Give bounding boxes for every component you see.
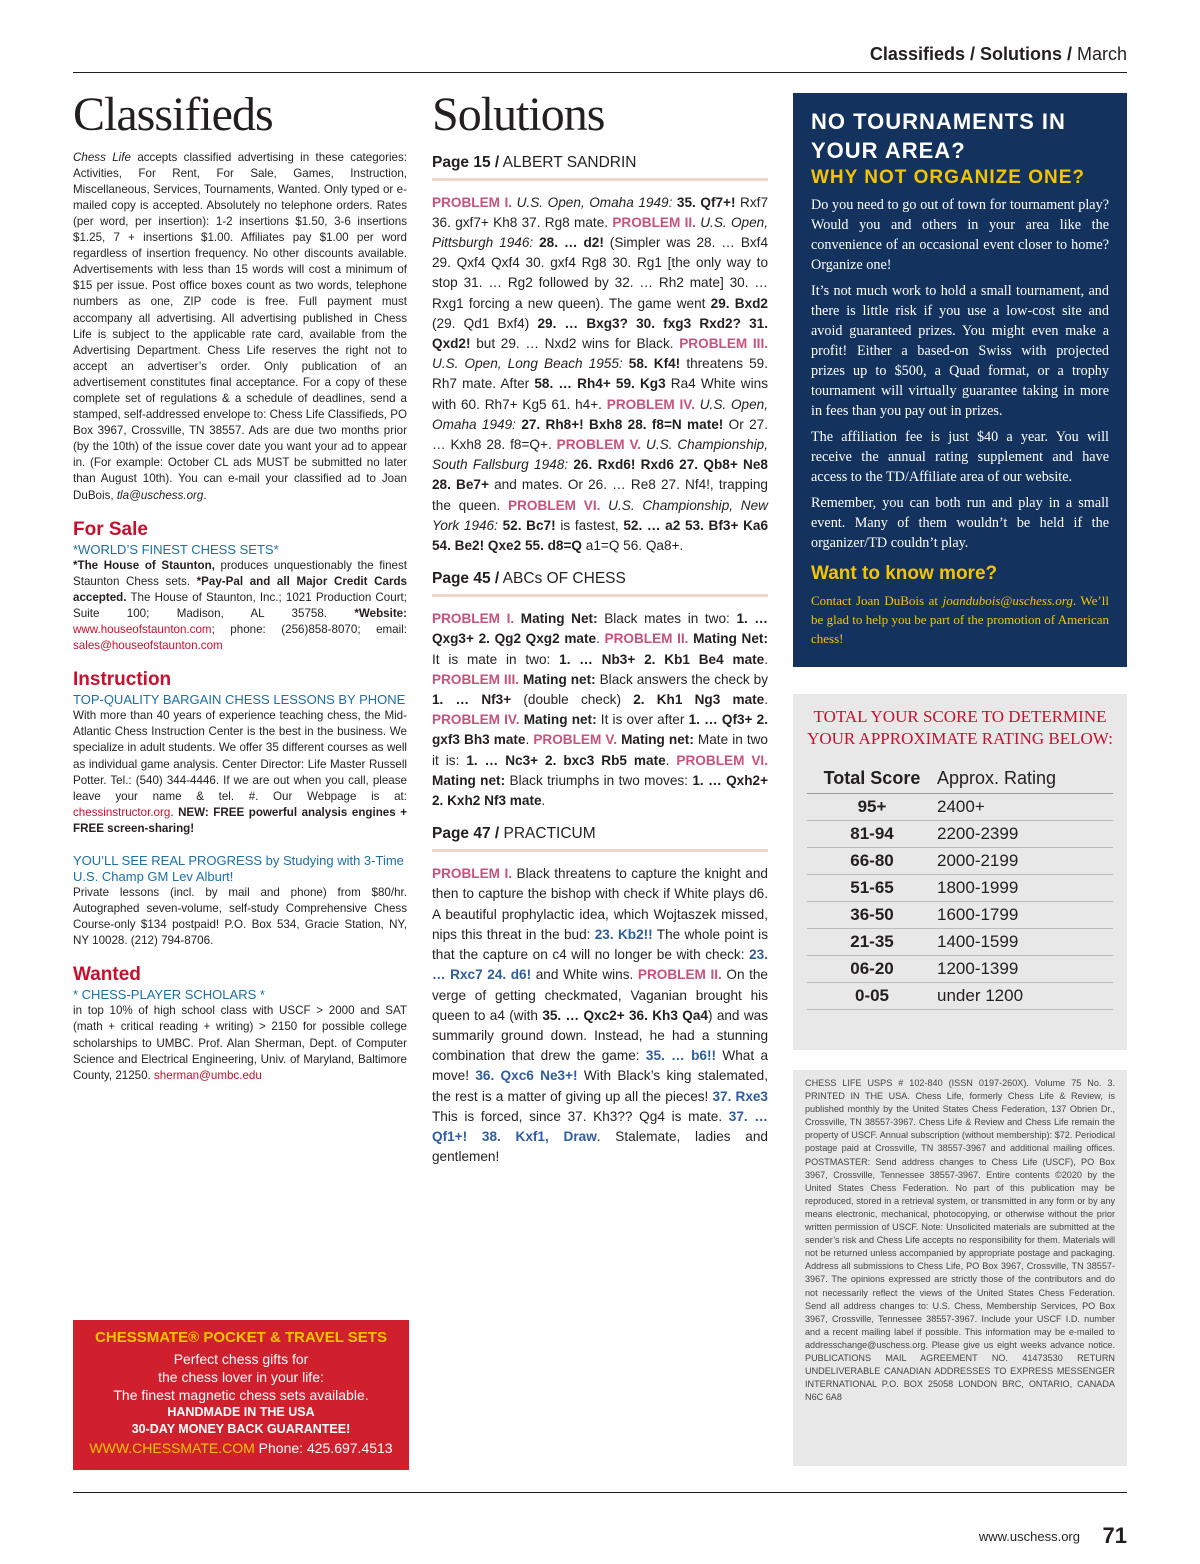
wanted-heading: Wanted	[73, 964, 141, 986]
promo-title: NO TOURNAMENTS IN YOUR AREA?	[811, 109, 1066, 163]
classifieds-title: Classifieds	[73, 88, 273, 141]
header-month: March	[1076, 44, 1127, 64]
fs-b3: *Website:	[354, 606, 407, 620]
promo-subtitle: WHY NOT ORGANIZE ONE?	[811, 167, 1085, 188]
chessmate-line3: The finest magnetic chess sets available.	[113, 1387, 369, 1403]
rating-range: 1200-1399	[937, 956, 1113, 983]
instruction-sub: TOP-QUALITY BARGAIN CHESS LESSONS BY PHONE	[73, 692, 406, 708]
promo-more: Want to know more?	[811, 563, 998, 584]
rating-range: under 1200	[937, 983, 1113, 1010]
page47-heading	[432, 825, 768, 852]
p15-page: Page 15 /	[432, 153, 500, 171]
chessmate-link[interactable]: WWW.CHESSMATE.COM	[89, 1440, 255, 1456]
footer-url[interactable]: www.uschess.org	[978, 1529, 1080, 1544]
p47-page: Page 47 /	[432, 825, 500, 843]
staunton-email[interactable]: sales@houseofstaunton.com	[73, 639, 223, 653]
rating-range: 2200-2399	[937, 821, 1113, 848]
solutions-title: Solutions	[432, 88, 605, 141]
chessmate-line2: the chess lover in your life:	[158, 1369, 324, 1385]
fs-t2: The House of Staunton, Inc.; 1021 Production Court; Suite 100; Madison, AL 35758.	[73, 590, 407, 620]
promo-p3: The affiliation fee is just $40 a year. You will receive the annual rating supplement and have access to the TD/Affiliate area of our website.	[811, 429, 1109, 485]
score-range: 51-65	[807, 875, 937, 902]
p15-name: ALBERT SANDRIN	[499, 153, 637, 171]
score-range: 95+	[807, 794, 937, 821]
contact-email[interactable]: joandubois@uschess.org	[942, 593, 1073, 608]
fs-b2: *Pay-Pal and all Major Credit Cards accepted.	[73, 574, 407, 604]
fs-b1: *The House of Staunton,	[73, 558, 215, 572]
header-section: Classifieds / Solutions /	[869, 44, 1072, 64]
score-range: 06-20	[807, 956, 937, 983]
rating-range: 2000-2199	[937, 848, 1113, 875]
instruction-heading: Instruction	[73, 669, 172, 691]
chessmate-phone: Phone: 425.697.4513	[254, 1440, 393, 1456]
score-col1: Total Score	[807, 764, 937, 794]
wanted-text	[73, 1003, 407, 1083]
page-header	[73, 44, 1127, 73]
instruction-sub2: YOU’LL SEE REAL PROGRESS by Studying with 3-Time U.S. Champ GM Lev Alburt!	[73, 852, 404, 884]
page47-solutions: PROBLEM I. Black threatens to capture the knight and then to capture the bishop with check if White plays d6. A beautiful prophylactic idea, which Wojtaszek missed, nips this threat in the bud: 23. Kb2!! The whole point is that the capture on c4 will no longer be with check: 23. … Rxc7 24. d6! and White wins. PROBLEM II. On the verge of getting checkmated, Vaganian brought his queen to a4 (with 35. … Qxc2+ 36. Kh3 Qa4) and was summarily ground down. Instead, he had a stunning combination that drew the game: 35. … b6!! What a move! 36. Qxc6 Ne3+! With Black’s king stalemated, the rest is a matter of giving up all the pieces! 37. Rxe3 This is forced, since 37. Kh3?? Qg4 is mate. 37. … Qf1+! 38. Kxf1, Draw. Stalemate, ladies and gentlemen!	[432, 866, 769, 1165]
p47-name: PRACTICUM	[499, 825, 596, 843]
score-range: 36-50	[807, 902, 937, 929]
contact-text2: . We’ll be glad to help you be part of the promotion of American chess!	[811, 593, 1109, 646]
chessmate-ad	[73, 1320, 409, 1470]
p45-page: Page 45 /	[432, 570, 500, 588]
in-t2: .	[170, 805, 179, 819]
chessmate-line1: Perfect chess gifts for	[173, 1351, 309, 1367]
page15-heading	[432, 154, 768, 181]
fs-t1: produces unquestionably the finest Staunton Chess sets.	[73, 558, 407, 588]
chessinstructor-link[interactable]: chessinstructor.org	[73, 805, 171, 819]
forsale-sub: *WORLD’S FINEST CHESS SETS*	[73, 541, 279, 557]
organize-promo	[793, 93, 1127, 667]
score-row	[807, 983, 1113, 1010]
chessmate-bold1: HANDMADE IN THE USA	[167, 1405, 315, 1419]
forsale-text	[73, 558, 407, 655]
score-row	[807, 956, 1113, 983]
intro-italic: Chess Life	[73, 150, 131, 164]
score-table-box	[793, 694, 1127, 1050]
rating-range: 1800-1999	[937, 875, 1113, 902]
rating-range: 1600-1799	[937, 902, 1113, 929]
fineprint-box	[793, 1070, 1127, 1466]
in-bold: NEW: FREE powerful analysis engines + FREE screen-sharing!	[73, 805, 407, 835]
intro-text: accepts classified advertising in these categories: Activities, For Rent, For Sale, Games, Instruction, Miscellaneous, Services, Tournaments, Wanted. Only typed or e-mailed copy is accepted. Absolutely no telephone orders. Rates (per word, per insertion): 1-2 insertions $1.50, 3-6 insertions $1.25, 7 + insertions $1.00. Affiliates pay $1.00 per word regardless of insertion frequency. No other discounts available. Advertisements with less than 15 words will cost a minimum of $15 per issue. Post office boxes count as two words, telephone numbers as one, ZIP code is free. Full payment must accompany all advertising. All advertising published in Chess Life is subject to the applicable rate card, available from the Advertising Department. Chess Life reserves the right not to accept an advertiser’s order. Only publication of an advertisement constitutes final acceptance. For a copy of these complete set of regulations & a schedule of deadlines, send a stamped, self-addressed envelope to: Chess Life Classifieds, PO Box 3967, Crossville, TN 38557. Ads are due two months prior (by the 10th) of the issue cover date you want your ad to appear in. (For example: October CL ads MUST be submitted no later than August 10th). You can e-mail your classified ad to Joan DuBois,	[73, 150, 407, 502]
score-title: TOTAL YOUR SCORE TO DETERMINE YOUR APPROXIMATE RATING BELOW:	[807, 707, 1113, 748]
classifieds-intro	[73, 150, 407, 504]
contact-text1: Contact Joan DuBois at	[811, 593, 943, 608]
chessmate-title: CHESSMATE® POCKET & TRAVEL SETS	[95, 1329, 387, 1346]
score-row	[807, 821, 1113, 848]
promo-p2: It’s not much work to hold a small tournament, and there is little risk if you use a low-cost site and avoid guaranteed prizes. You might even make a profit! Either a based-on Swiss with projected prizes up to $500, a Quad format, or a trophy tournament will virtually guarantee taking in more in fees than you pay out in prizes.	[811, 283, 1109, 419]
score-row	[807, 902, 1113, 929]
intro-email[interactable]: tla@uschess.org	[116, 488, 204, 502]
classifieds-column	[73, 86, 407, 1084]
page45-heading	[432, 570, 768, 597]
page15-solutions: PROBLEM I. U.S. Open, Omaha 1949: 35. Qf7+! Rxf7 36. gxf7+ Kh8 37. Rg8 mate. PROBLEM II. U.S. Open, Pittsburgh 1946: 28. … d2! (Simpler was 28. … Bxf4 29. Qxf4 Qxf4 30. gxf4 Rg8 30. Rg1 [the only way to stop 31. … Rg2 followed by 32. … Rh2 mate] 30. … Rxg1 forcing a new queen). The game went 29. Bxd2 (29. Qd1 Bxf4) 29. … Bxg3? 30. fxg3 Rxd2? 31. Qxd2! but 29. … Nxd2 wins for Black. PROBLEM III. U.S. Open, Long Beach 1955: 58. Kf4! threatens 59. Rh7 mate. After 58. … Rh4+ 59. Kg3 Ra4 White wins with 60. Rh7+ Kg5 61. h4+. PROBLEM IV. U.S. Open, Omaha 1949: 27. Rh8+! Bxh8 28. f8=N mate! Or 27. … Kxh8 28. f8=Q+. PROBLEM V. U.S. Championship, South Fallsburg 1948: 26. Rxd6! Rxd6 27. Qb8+ Ne8 28. Be7+ and mates. Or 26. … Re8 27. Nf4!, trapping the queen. PROBLEM VI. U.S. Championship, New York 1946: 52. Bc7! is fastest, 52. … a2 53. Bf3+ Ka6 54. Be2! Qxe2 55. d8=Q a1=Q 56. Qa8+.	[432, 194, 769, 554]
score-range: 21-35	[807, 929, 937, 956]
score-range: 0-05	[807, 983, 937, 1010]
chessmate-contact	[73, 1440, 409, 1456]
promo-contact	[811, 591, 1109, 648]
score-range: 66-80	[807, 848, 937, 875]
wa-t1: in top 10% of high school class with USCF > 2000 and SAT (math + critical reading + writing) > 2150 for possible college scholarships to UMBC. Prof. Alan Sherman, Dept. of Computer Science and Electrical Engineering, Univ. of Maryland, Baltimore County, 21250.	[73, 1004, 407, 1082]
promo-p1: Do you need to go out of town for tournament play? Would you and others in your area like the convenience of an occasional event closer to home? Organize one!	[811, 197, 1109, 273]
score-row	[807, 875, 1113, 902]
score-range: 81-94	[807, 821, 937, 848]
forsale-heading: For Sale	[73, 518, 148, 540]
solutions-column	[432, 86, 768, 1181]
staunton-link[interactable]: www.houseofstaunton.com	[73, 623, 212, 637]
chessmate-bold2: 30-DAY MONEY BACK GUARANTEE!	[131, 1422, 351, 1436]
fineprint-text: CHESS LIFE USPS # 102-840 (ISSN 0197-260X). Volume 75 No. 3. PRINTED IN THE USA. Chess Life, formerly Chess Life & Review, is published monthly by the United States Chess Federation, 137 Obrien Dr., Crossville, TN 38557-3967. Chess Life & Review and Chess Life remain the property of USCF. Annual subscription (without membership): $72. Periodical postage paid at Crossville, TN 38557-3967 and additional mailing offices. POSTMASTER: Send address changes to Chess Life (USCF), PO Box 3967, Crossville, Tennessee 38557-3967. Entire contents ©2020 by the United States Chess Federation. No part of this publication may be reproduced, stored in a retrieval system, or transmitted in any form or by any means electronic, mechanical, photocopying, or otherwise without the prior written permission of USCF. Note: Unsolicited materials are submitted at the sender’s risk and Chess Life accepts no responsibility for them. Materials will not be returned unless accompanied by appropriate postage and packaging. Address all submissions to Chess Life, PO Box 3967, Crossville, TN 38557-3967. The opinions expressed are strictly those of the contributors and do not necessarily reflect the views of the United States Chess Federation. Send all address changes to: U.S. Chess, Membership Services, PO Box 3967, Crossville, Tennessee 38557-3967. Include your USCF I.D. number and a recent mailing label if possible. This information may be e-mailed to addresschange@uschess.org. Please give us eight weeks advance notice. PUBLICATIONS MAIL AGREEMENT NO. 41473530 RETURN UNDELIVERABLE CANADIAN ADDRESSES TO EXPRESS MESSENGER INTERNATIONAL P.O. BOX 25058 LONDON BRC, ONTARIO, CANADA N6C 6A8	[805, 1078, 1115, 1403]
score-row	[807, 794, 1113, 821]
p45-name: ABCs OF CHESS	[499, 570, 626, 588]
rating-range: 1400-1599	[937, 929, 1113, 956]
promo-p4: Remember, you can both run and play in a small event. Many of them wouldn’t be held if the organizer/TD couldn’t play.	[811, 495, 1109, 551]
page-number: 71	[1102, 1523, 1127, 1548]
intro-end: .	[203, 488, 207, 502]
page45-solutions: PROBLEM I. Mating Net: Black mates in two: 1. … Qxg3+ 2. Qg2 Qxg2 mate. PROBLEM II. Mating Net: It is mate in two: 1. … Nb3+ 2. Kb1 Be4 mate. PROBLEM III. Mating net: Black answers the check by 1. … Nf3+ (double check) 2. Kh1 Ng3 mate. PROBLEM IV. Mating net: It is over after 1. … Qf3+ 2. gxf3 Bh3 mate. PROBLEM V. Mating net: Mate in two it is: 1. … Nc3+ 2. bxc3 Rb5 mate. PROBLEM VI. Mating net: Black triumphs in two moves: 1. … Qxh2+ 2. Kxh2 Nf3 mate.	[432, 611, 769, 809]
rating-range: 2400+	[937, 794, 1113, 821]
wanted-sub: * CHESS-PLAYER SCHOLARS *	[73, 987, 265, 1003]
instruction-text	[73, 708, 407, 837]
fs-t3: ; phone: (256)858-8070; email:	[211, 623, 407, 637]
score-col2: Approx. Rating	[937, 764, 1113, 794]
score-table	[807, 764, 1113, 1010]
score-row	[807, 929, 1113, 956]
instruction-text2: Private lessons (incl. by mail and phone) from $80/hr. Autographed seven-volume, self-study Comprehensive Chess Course-only $134 postpaid! P.O. Box 534, Gracie Station, NY, NY 10028. (212) 794-8706.	[73, 885, 407, 948]
in-t1: With more than 40 years of experience teaching chess, the Mid-Atlantic Chess Instruction Center is the best in the business. We specialize in adult students. We offer 35 different courses as well as individual game analysis. Center Director: Life Master Russell Potter. Tel.: (540) 344-4446. If we are out when you call, please leave your name & tel. #. Our Webpage is at:	[73, 709, 407, 803]
sherman-email[interactable]: sherman@umbc.edu	[154, 1068, 262, 1082]
score-row	[807, 848, 1113, 875]
footer-rule	[73, 1492, 1127, 1493]
